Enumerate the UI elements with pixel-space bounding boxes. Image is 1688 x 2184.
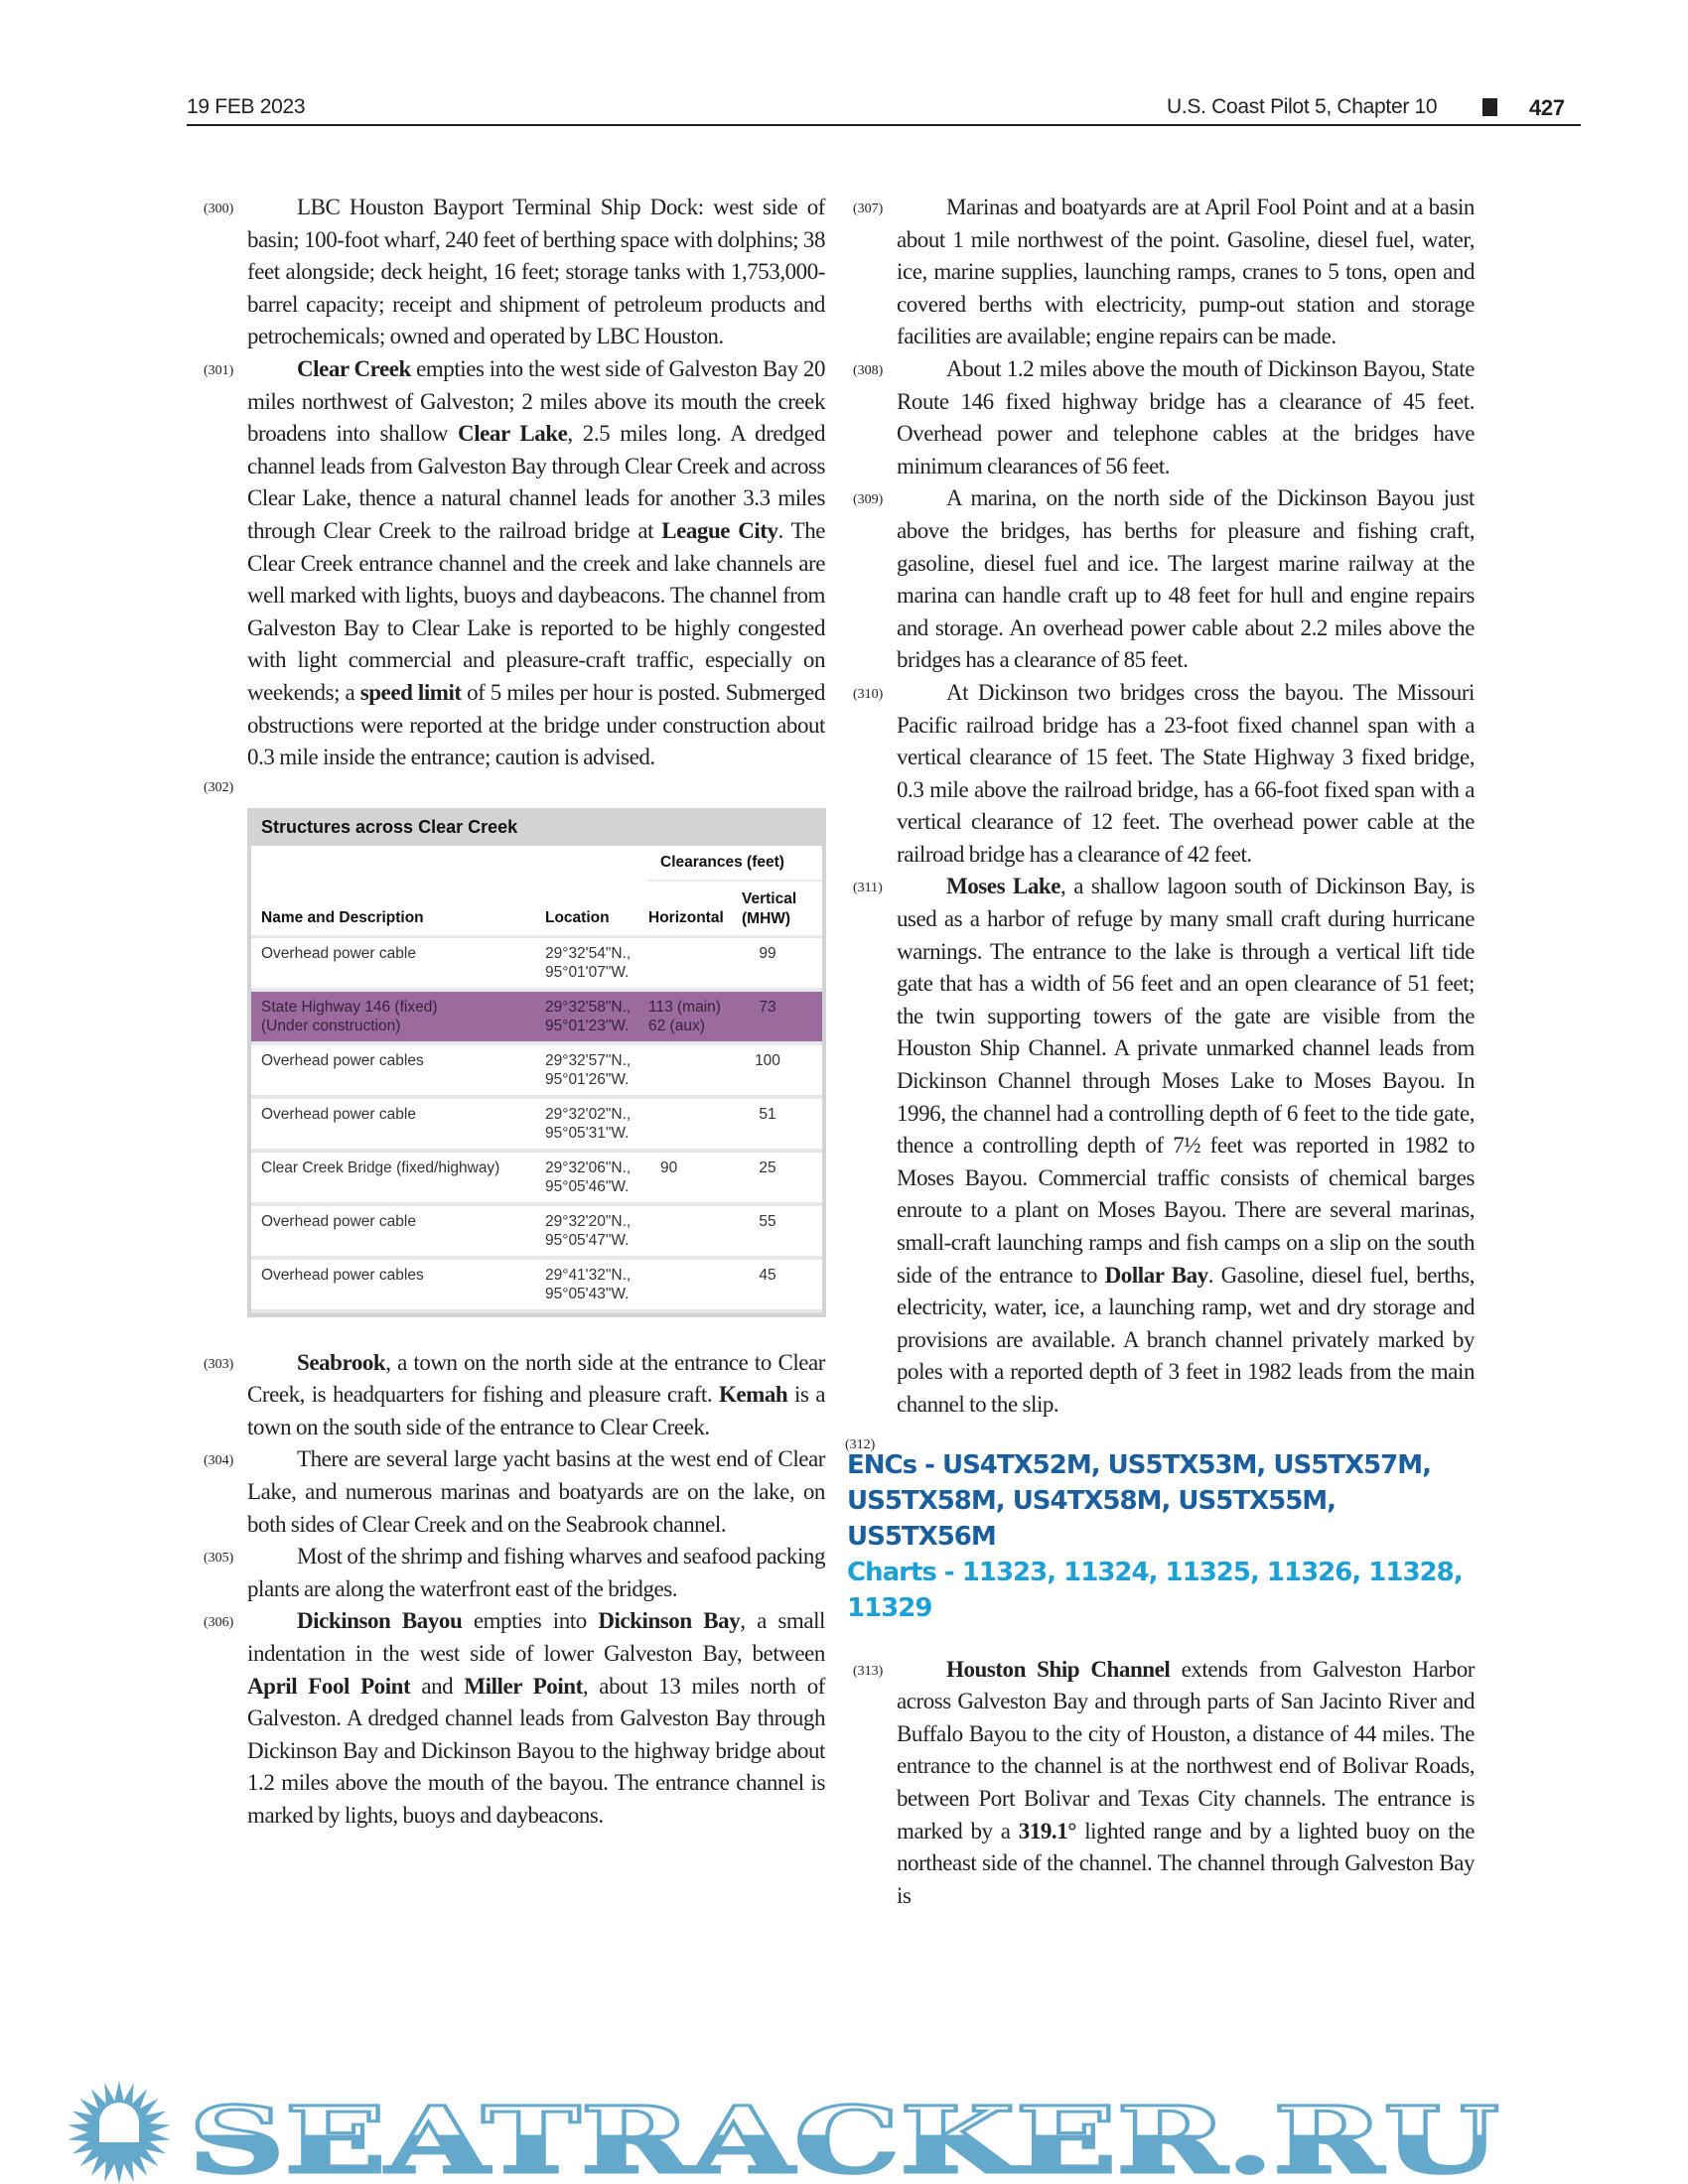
cell-vertical: 73 [759,998,776,1016]
cell-location: 29°32'20"N., 95°05'47"W. [545,1212,632,1249]
paragraph-number: (312) [845,1436,876,1452]
table-body [251,938,822,1313]
bold-term: Houston Ship Channel [946,1656,1171,1682]
table-row [251,1206,822,1260]
watermark-text: SEATRACKER.RU [189,2087,1499,2184]
cell-name: Overhead power cable [261,1212,416,1230]
bold-term: Seabrook [297,1349,386,1375]
paragraph-text: A marina, on the north side of the Dickinson Bayou just above the bridges, has berths for pleasure and fishing craft, gasoline, diesel fuel and ice. The largest marine railway at the marina can handle craft up to 48 feet for hull and engine repairs and storage. An overhead power cable about 2.2 miles above the bridges has a clearance of 85 feet. [897,485,1475,673]
paragraph-text: lighted range and by a lighted buoy on the northeast side of the channel. The channel through Galveston Bay is [897,1818,1476,1908]
paragraph-text: empties into [462,1608,599,1634]
paragraph-number: (300) [204,202,234,216]
bold-term: Clear Creek [297,355,411,381]
col-header-name: Name and Description [261,908,424,926]
bold-term: Miller Point [464,1673,583,1699]
header-marker [1482,98,1497,116]
paragraph [204,353,826,774]
paragraph [204,192,825,353]
paragraph-text: Marinas and boatyards are at April Fool Point and at a basin about 1 mile northwest of the point. Gasoline, diesel fuel, water, ice, marine supplies, launching ramps, cranes to 5 tons, open and covered berths with electricity, pump-out station and storage facilities are available; engine repairs can be made. [897,195,1475,349]
enc-list: ENCs - US4TX52M, US5TX53M, US5TX57M, US5TX58M, US4TX58M, US5TX55M, US5TX56M [847,1449,1431,1552]
header-title: U.S. Coast Pilot 5, Chapter 10 [1167,95,1438,118]
paragraph-number: (305) [204,1551,234,1567]
left-column-bottom [204,1347,825,1833]
paragraph [853,482,1475,677]
cell-name: Overhead power cables [261,1266,424,1284]
chart-list: Charts - 11323, 11324, 11325, 11326, 11328, 11329 [847,1557,1463,1623]
paragraph-text: , a town on the north side at the entrance to Clear Creek, is headquarters for fishing and pleasure craft. [247,1349,825,1408]
paragraph-number: (307) [853,202,884,216]
cell-horizontal: 113 (main) 62 (aux) [648,998,721,1034]
paragraph-text: About 1.2 miles above the mouth of Dickinson Bayou, State Route 146 fixed highway bridge has a clearance of 45 feet. Overhead power and telephone cables at the bridges have minimum clearances of 56 feet. [897,355,1475,478]
cell-location: 29°32'54"N., 95°01'07"W. [545,944,632,981]
right-column [845,192,1476,1912]
paragraph-text: LBC Houston Bayport Terminal Ship Dock: west side of basin; 100-foot wharf, 240 feet of berthing space with dolphins; 38 feet alongside; deck height, 16 feet; storage tanks with 1,753,000-barrel capacity; receipt and shipment of petroleum products and petrochemicals; owned and operated by LBC Houston. [247,195,825,349]
cell-name: Overhead power cable [261,944,416,962]
paragraph [853,353,1475,482]
paragraph-number: (311) [853,881,883,896]
bold-term: 319.1° [1018,1818,1077,1843]
table-header [251,846,822,938]
cell-name: Overhead power cable [261,1105,416,1123]
bold-term: speed limit [359,679,462,705]
bold-term: League City [661,517,778,543]
paragraph [204,1347,825,1444]
cell-vertical: 99 [759,944,776,962]
watermark-logo [0,2081,1688,2184]
table-row [251,1260,822,1313]
paragraph-number: (308) [853,362,884,378]
table-row [251,1153,822,1206]
left-column-top [204,192,826,774]
table-title: Structures across Clear Creek [251,808,822,846]
col-header-location: Location [545,908,610,926]
paragraph-number: (303) [204,1356,234,1372]
table-row [251,1045,822,1099]
paragraph [853,1654,1476,1913]
bold-term: Dollar Bay [1104,1262,1208,1288]
table-row [251,938,822,992]
paragraph-text: There are several large yacht basins at the west end of Clear Lake, and numerous marinas and boatyards are on the lake, on both sides of Clear Creek and on the Seabrook channel. [247,1446,825,1537]
cell-vertical: 55 [759,1212,776,1230]
paragraph-text: extends from Galveston Harbor across Galveston Bay and through parts of San Jacinto River and Buffalo Bayou to the city of Houston, a distance of 44 miles. The entrance to the channel is at the northwest end of Bolivar Roads, between Port Bolivar and Texas City channels. The entrance is marked by a [897,1656,1475,1843]
cell-vertical: 51 [759,1105,776,1123]
cell-vertical: 100 [755,1051,780,1069]
paragraph-number: (306) [204,1615,234,1631]
header-date: 19 FEB 2023 [187,95,306,118]
sun-icon [69,2081,171,2184]
group-header-rule [648,880,822,882]
structures-table [247,808,826,1317]
right-column-top [853,192,1476,1422]
table-number-row [204,779,825,806]
cell-name: Overhead power cables [261,1051,424,1069]
bold-term: Moses Lake [946,874,1061,899]
group-header-clearances: Clearances (feet) [660,853,784,871]
paragraph [204,1443,825,1541]
bold-term: Dickinson Bayou [297,1608,463,1634]
paragraph-text: empties into the west side of Galveston Bay 20 miles northwest of Galveston; 2 miles above its mouth the creek broadens into shallow [247,355,825,447]
cell-name: State Highway 146 (fixed) (Under construction) [261,998,438,1034]
left-column [204,192,826,1833]
paragraph [853,192,1475,353]
paragraph-text: , 2.5 miles long. A dredged channel leads from Galveston Bay through Clear Creek and across Clear Lake, thence a natural channel leads for another 3.3 miles through Clear Creek to the railroad bridge at [247,421,825,543]
right-column-bottom [853,1654,1476,1913]
paragraph [204,1541,825,1605]
paragraph-text: and [410,1673,465,1699]
cell-vertical: 45 [759,1266,776,1284]
paragraph-text: , about 13 miles north of Galveston. A dredged channel leads from Galveston Bay through Dickinson Bay and Dickinson Bayou to the highway bridge about 1.2 miles above the mouth of the bayou. The entrance channel is marked by lights, buoys and daybeacons. [247,1673,825,1828]
table-row-highlighted [251,992,822,1045]
cell-location: 29°41'32"N., 95°05'43"W. [545,1266,632,1302]
paragraph-text: Most of the shrimp and fishing wharves and seafood packing plants are along the waterfront east of the bridges. [247,1544,825,1601]
bold-term: April Fool Point [247,1673,411,1699]
col-header-vertical: Vertical (MHW) [742,889,797,927]
cell-location: 29°32'57"N., 95°01'26"W. [545,1051,632,1088]
page-number: 427 [1529,95,1565,120]
bold-term: Clear Lake [458,421,568,447]
paragraph-text: is a town on the south side of the entrance to Clear Creek. [247,1382,825,1439]
chart-heading [845,1436,1482,1626]
paragraph-number: (313) [853,1663,884,1679]
paragraph-text: . Gasoline, diesel fuel, berths, electricity, water, ice, a launching ramp, wet and dry storage and provisions are available. A branch channel privately marked by poles with a reported depth of 3 feet in 1982 leads from the main channel to the slip. [897,1262,1476,1417]
paragraph-text: , a shallow lagoon south of Dickinson Bay, is used as a harbor of refuge by many small craft during hurricane warnings. The entrance to the lake is through a vertical lift tide gate that has a width of 56 feet and an open clearance of 51 feet; the twin supporting towers of the gate are visible from the Houston Ship Channel. A private unmarked channel leads from Dickinson Channel through Moses Lake to Moses Bayou. In 1996, the channel had a controlling depth of 6 feet to the tide gate, thence a controlling depth of 7½ feet was reported in 1982 to Moses Bayou. Commercial traffic consists of chemical barges enroute to a plant on Moses Bayou. There are several marinas, small-craft launching ramps and fish camps on a slip on the south side of the entrance to [897,874,1475,1288]
paragraph-number: (302) [204,779,234,795]
cell-location: 29°32'58"N., 95°01'23"W. [545,998,632,1034]
paragraph-text: , a small indentation in the west side of lower Galveston Bay, between [247,1608,825,1667]
paragraph-number: (304) [204,1453,234,1469]
cell-location: 29°32'02"N., 95°05'31"W. [545,1105,632,1142]
paragraph-number: (309) [853,492,884,508]
paragraph-text: . The Clear Creek entrance channel and the creek and lake channels are well marked with lights, buoys and daybeacons. The channel from Galveston Bay to Clear Lake is reported to be highly congested with light commercial and pleasure-craft traffic, especially on weekends; a [247,517,826,705]
cell-location: 29°32'06"N., 95°05'46"W. [545,1159,632,1195]
paragraph [853,677,1475,872]
paragraph [204,1605,825,1832]
paragraph-number: (301) [204,362,234,378]
cell-horizontal: 90 [660,1159,678,1176]
col-header-horizontal: Horizontal [648,908,724,926]
bold-term: Kemah [718,1382,788,1408]
paragraph-text: At Dickinson two bridges cross the bayou. The Missouri Pacific railroad bridge has a 23-foot fixed channel span with a vertical clearance of 15 feet. The State Highway 3 fixed bridge, 0.3 mile above the railroad bridge, has a 66-foot fixed span with a vertical clearance of 12 feet. The overhead power cable at the railroad bridge has a clearance of 42 feet. [897,679,1475,867]
paragraph-number: (310) [853,686,884,702]
cell-name: Clear Creek Bridge (fixed/highway) [261,1159,500,1176]
header-rule [187,124,1581,126]
bold-term: Dickinson Bay [598,1608,741,1634]
paragraph-text: of 5 miles per hour is posted. Submerged obstructions were reported at the bridge under construction about 0.3 mile inside the entrance; caution is advised. [247,679,825,770]
cell-vertical: 25 [759,1159,776,1176]
paragraph [853,871,1476,1421]
table-row [251,1099,822,1153]
